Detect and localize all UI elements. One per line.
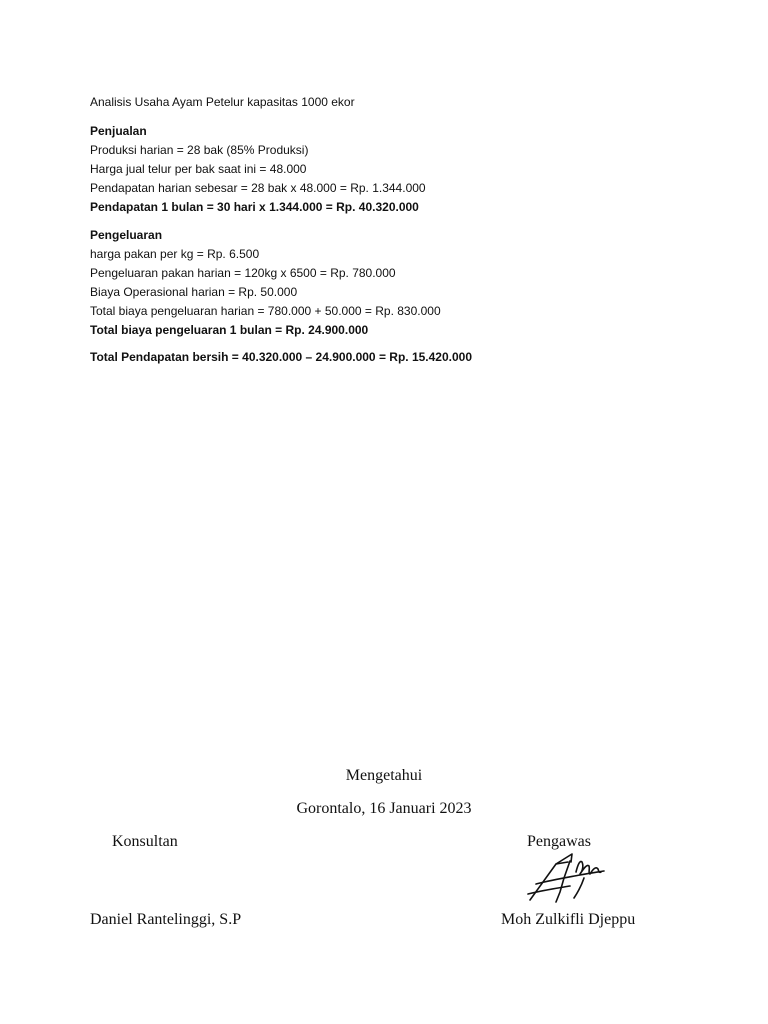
text-line: Biaya Operasional harian = Rp. 50.000 bbox=[90, 285, 298, 299]
section-heading: Penjualan bbox=[90, 124, 147, 138]
monthly-revenue-total: Pendapatan 1 bulan = 30 hari x 1.344.000 = Rp. 40.320.000 bbox=[90, 200, 419, 214]
section-penjualan bbox=[90, 122, 426, 217]
monthly-expense-total: Total biaya pengeluaran 1 bulan = Rp. 24.900.000 bbox=[90, 323, 369, 337]
consultant-name: Daniel Rantelinggi, S.P bbox=[90, 911, 242, 928]
text-line: Total biaya pengeluaran harian = 780.000 + 50.000 = Rp. 830.000 bbox=[90, 304, 441, 318]
document-title: Analisis Usaha Ayam Petelur kapasitas 1000 ekor bbox=[90, 95, 355, 109]
section-pengeluaran bbox=[90, 226, 441, 340]
text-line: Produksi harian = 28 bak (85% Produksi) bbox=[90, 143, 309, 157]
text-line: harga pakan per kg = Rp. 6.500 bbox=[90, 247, 260, 261]
supervisor-signature bbox=[524, 848, 608, 904]
net-income-total: Total Pendapatan bersih = 40.320.000 – 24.900.000 = Rp. 15.420.000 bbox=[90, 350, 473, 364]
text-line: Pengeluaran pakan harian = 120kg x 6500 = Rp. 780.000 bbox=[90, 266, 396, 280]
acknowledge-label: Mengetahui bbox=[345, 767, 423, 784]
consultant-role: Konsultan bbox=[112, 833, 178, 850]
supervisor-role: Pengawas bbox=[527, 833, 591, 850]
text-line: Harga jual telur per bak saat ini = 48.000 bbox=[90, 162, 307, 176]
text-line: Pendapatan harian sebesar = 28 bak x 48.000 = Rp. 1.344.000 bbox=[90, 181, 426, 195]
place-date: Gorontalo, 16 Januari 2023 bbox=[296, 800, 472, 817]
section-heading: Pengeluaran bbox=[90, 228, 163, 242]
supervisor-name: Moh Zulkifli Djeppu bbox=[501, 911, 636, 928]
